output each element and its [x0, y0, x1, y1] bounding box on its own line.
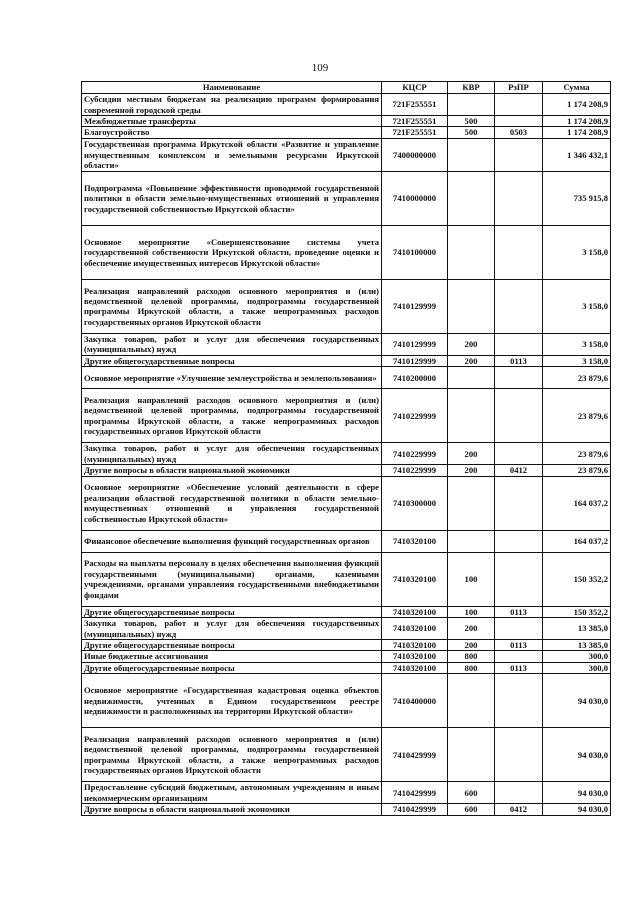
- row-name: Другие вопросы в области национальной экономики: [82, 465, 382, 476]
- row-rzpr: [495, 530, 543, 552]
- row-code: 721F255551: [382, 116, 448, 127]
- header-row: [82, 82, 611, 94]
- row-sum: 3 158,0: [543, 225, 611, 279]
- row-rzpr: 0113: [495, 662, 543, 673]
- table-row: [82, 606, 611, 617]
- row-kvr: 600: [448, 804, 495, 815]
- row-sum: 94 030,0: [543, 674, 611, 728]
- row-rzpr: [495, 674, 543, 728]
- row-sum: 150 352,2: [543, 606, 611, 617]
- row-kvr: 500: [448, 116, 495, 127]
- row-rzpr: [495, 618, 543, 640]
- row-sum: 3 158,0: [543, 333, 611, 355]
- row-code: 7410429999: [382, 804, 448, 815]
- row-name: Субсидии местным бюджетам на реализацию программ формирования современной городской среды: [82, 94, 382, 116]
- row-kvr: 200: [448, 443, 495, 465]
- row-rzpr: [495, 333, 543, 355]
- row-sum: 94 030,0: [543, 804, 611, 815]
- row-code: 7410400000: [382, 674, 448, 728]
- row-kvr: 100: [448, 552, 495, 606]
- row-rzpr: 0503: [495, 127, 543, 138]
- table-row: [82, 138, 611, 171]
- table-body: [82, 94, 611, 816]
- row-code: 7410320100: [382, 552, 448, 606]
- row-code: 7410429999: [382, 782, 448, 804]
- budget-table: [81, 81, 611, 816]
- row-sum: 94 030,0: [543, 728, 611, 782]
- row-code: 7410129999: [382, 333, 448, 355]
- row-name: Основное мероприятие «Улучшение землеустройства и землепользования»: [82, 367, 382, 389]
- row-kvr: [448, 94, 495, 116]
- row-code: 721F255551: [382, 127, 448, 138]
- header-rzpr: РзПР: [495, 82, 543, 94]
- row-name: Предоставление субсидий бюджетным, автономным учреждениям и иным некоммерческим организациям: [82, 782, 382, 804]
- row-name: Другие общегосударственные вопросы: [82, 640, 382, 651]
- row-sum: 1 346 432,1: [543, 138, 611, 171]
- row-code: 7410229999: [382, 389, 448, 443]
- row-code: 7410200000: [382, 367, 448, 389]
- table-row: [82, 662, 611, 673]
- row-name: Финансовое обеспечение выполнения функций государственных органов: [82, 530, 382, 552]
- row-sum: 13 385,0: [543, 640, 611, 651]
- row-sum: 300,0: [543, 651, 611, 662]
- row-name: Другие общегосударственные вопросы: [82, 662, 382, 673]
- row-name: Реализация направлений расходов основного мероприятия и (или) ведомственной целевой программы, подпрограммы государственной программы Иркутской области, а также непрограммных расходов государственных органов Иркутской области: [82, 279, 382, 333]
- row-rzpr: [495, 367, 543, 389]
- row-kvr: [448, 225, 495, 279]
- row-kvr: 100: [448, 606, 495, 617]
- row-sum: 1 174 208,9: [543, 127, 611, 138]
- row-rzpr: [495, 94, 543, 116]
- row-name: Другие общегосударственные вопросы: [82, 355, 382, 366]
- row-kvr: 800: [448, 662, 495, 673]
- row-code: 7400000000: [382, 138, 448, 171]
- table-row: [82, 640, 611, 651]
- row-kvr: 200: [448, 465, 495, 476]
- row-sum: 3 158,0: [543, 279, 611, 333]
- table-row: [82, 674, 611, 728]
- header-kvr: КВР: [448, 82, 495, 94]
- row-sum: 150 352,2: [543, 552, 611, 606]
- row-rzpr: [495, 279, 543, 333]
- row-code: 7410129999: [382, 279, 448, 333]
- row-kvr: 200: [448, 355, 495, 366]
- row-name: Расходы на выплаты персоналу в целях обеспечения выполнения функций государственными (муниципальными) органами, казенными учреждениями, органами управления государственными внебюджетными фондами: [82, 552, 382, 606]
- table-header: [82, 82, 611, 94]
- row-rzpr: [495, 651, 543, 662]
- row-name: Основное мероприятие «Государственная кадастровая оценка объектов недвижимости, учтенных в Едином государственном реестре недвижимости и расположенных на территории Иркутской области»: [82, 674, 382, 728]
- row-name: Благоустройство: [82, 127, 382, 138]
- table-row: [82, 225, 611, 279]
- row-name: Реализация направлений расходов основного мероприятия и (или) ведомственной целевой программы, подпрограммы государственной программы Иркутской области, а также непрограммных расходов государственных органов Иркутской области: [82, 389, 382, 443]
- row-name: Другие общегосударственные вопросы: [82, 606, 382, 617]
- row-sum: 1 174 208,9: [543, 94, 611, 116]
- table-row: [82, 171, 611, 225]
- row-code: 7410320100: [382, 640, 448, 651]
- table-row: [82, 476, 611, 530]
- table-row: [82, 618, 611, 640]
- row-kvr: [448, 138, 495, 171]
- row-sum: 164 037,2: [543, 476, 611, 530]
- row-kvr: [448, 389, 495, 443]
- table-row: [82, 552, 611, 606]
- row-code: 7410320100: [382, 530, 448, 552]
- table-row: [82, 116, 611, 127]
- row-code: 7410320100: [382, 606, 448, 617]
- table-row: [82, 367, 611, 389]
- row-sum: 94 030,0: [543, 782, 611, 804]
- row-sum: 23 879,6: [543, 389, 611, 443]
- row-sum: 164 037,2: [543, 530, 611, 552]
- row-kvr: [448, 476, 495, 530]
- row-rzpr: [495, 443, 543, 465]
- row-sum: 23 879,6: [543, 465, 611, 476]
- row-rzpr: 0412: [495, 804, 543, 815]
- table-row: [82, 728, 611, 782]
- row-kvr: [448, 674, 495, 728]
- row-sum: 1 174 208,9: [543, 116, 611, 127]
- row-code: 7410229999: [382, 443, 448, 465]
- row-sum: 300,0: [543, 662, 611, 673]
- row-rzpr: [495, 476, 543, 530]
- row-code: 7410320100: [382, 618, 448, 640]
- row-kvr: 200: [448, 333, 495, 355]
- row-code: 7410320100: [382, 651, 448, 662]
- row-kvr: [448, 367, 495, 389]
- row-kvr: 200: [448, 618, 495, 640]
- row-rzpr: [495, 782, 543, 804]
- row-rzpr: [495, 225, 543, 279]
- row-kvr: 500: [448, 127, 495, 138]
- row-code: 7410100000: [382, 225, 448, 279]
- table-row: [82, 782, 611, 804]
- row-rzpr: [495, 138, 543, 171]
- row-name: Межбюджетные трансферты: [82, 116, 382, 127]
- row-kvr: [448, 728, 495, 782]
- row-name: Закупка товаров, работ и услуг для обеспечения государственных (муниципальных) нужд: [82, 333, 382, 355]
- header-code: КЦСР: [382, 82, 448, 94]
- table-row: [82, 94, 611, 116]
- row-code: 7410320100: [382, 662, 448, 673]
- row-sum: 13 385,0: [543, 618, 611, 640]
- row-rzpr: [495, 552, 543, 606]
- header-sum: Сумма: [543, 82, 611, 94]
- row-code: 721F255551: [382, 94, 448, 116]
- table-row: [82, 127, 611, 138]
- row-code: 7410429999: [382, 728, 448, 782]
- row-rzpr: 0113: [495, 640, 543, 651]
- row-code: 7410129999: [382, 355, 448, 366]
- table-row: [82, 333, 611, 355]
- row-rzpr: [495, 116, 543, 127]
- table-row: [82, 651, 611, 662]
- row-rzpr: [495, 171, 543, 225]
- table-row: [82, 389, 611, 443]
- row-name: Закупка товаров, работ и услуг для обеспечения государственных (муниципальных) нужд: [82, 618, 382, 640]
- row-sum: 23 879,6: [543, 443, 611, 465]
- row-name: Реализация направлений расходов основного мероприятия и (или) ведомственной целевой программы, подпрограммы государственной программы Иркутской области, а также непрограммных расходов государственных органов Иркутской области: [82, 728, 382, 782]
- row-kvr: 600: [448, 782, 495, 804]
- row-kvr: [448, 279, 495, 333]
- row-sum: 23 879,6: [543, 367, 611, 389]
- row-name: Основное мероприятие «Обеспечение условий деятельности в сфере реализации областной государственной политики в области земельно-имущественных отношений и управления государственной собственностью Иркутской области»: [82, 476, 382, 530]
- row-kvr: [448, 530, 495, 552]
- row-code: 7410000000: [382, 171, 448, 225]
- row-name: Подпрограмма «Повышение эффективности проводимой государственной политики в области земельно-имущественных отношений и управления государственной собственностью Иркутской области»: [82, 171, 382, 225]
- row-name: Основное мероприятие «Совершенствование системы учета государственной собственности Иркутской области, проведение оценки и обеспечение имущественных интересов Иркутской области»: [82, 225, 382, 279]
- row-code: 7410229999: [382, 465, 448, 476]
- table-row: [82, 279, 611, 333]
- page-number: 109: [311, 62, 329, 74]
- row-rzpr: 0412: [495, 465, 543, 476]
- row-name: Государственная программа Иркутской области «Развитие и управление имущественным комплексом и земельными ресурсами Иркутской области»: [82, 138, 382, 171]
- row-kvr: 200: [448, 640, 495, 651]
- table-row: [82, 355, 611, 366]
- row-name: Иные бюджетные ассигнования: [82, 651, 382, 662]
- row-rzpr: [495, 728, 543, 782]
- row-kvr: [448, 171, 495, 225]
- row-name: Другие вопросы в области национальной экономики: [82, 804, 382, 815]
- row-rzpr: 0113: [495, 355, 543, 366]
- row-sum: 735 915,8: [543, 171, 611, 225]
- header-name: Наименование: [82, 82, 382, 94]
- table-row: [82, 804, 611, 815]
- row-code: 7410300000: [382, 476, 448, 530]
- row-name: Закупка товаров, работ и услуг для обеспечения государственных (муниципальных) нужд: [82, 443, 382, 465]
- table-row: [82, 465, 611, 476]
- row-rzpr: 0113: [495, 606, 543, 617]
- table-row: [82, 443, 611, 465]
- row-rzpr: [495, 389, 543, 443]
- row-kvr: 800: [448, 651, 495, 662]
- table-row: [82, 530, 611, 552]
- row-sum: 3 158,0: [543, 355, 611, 366]
